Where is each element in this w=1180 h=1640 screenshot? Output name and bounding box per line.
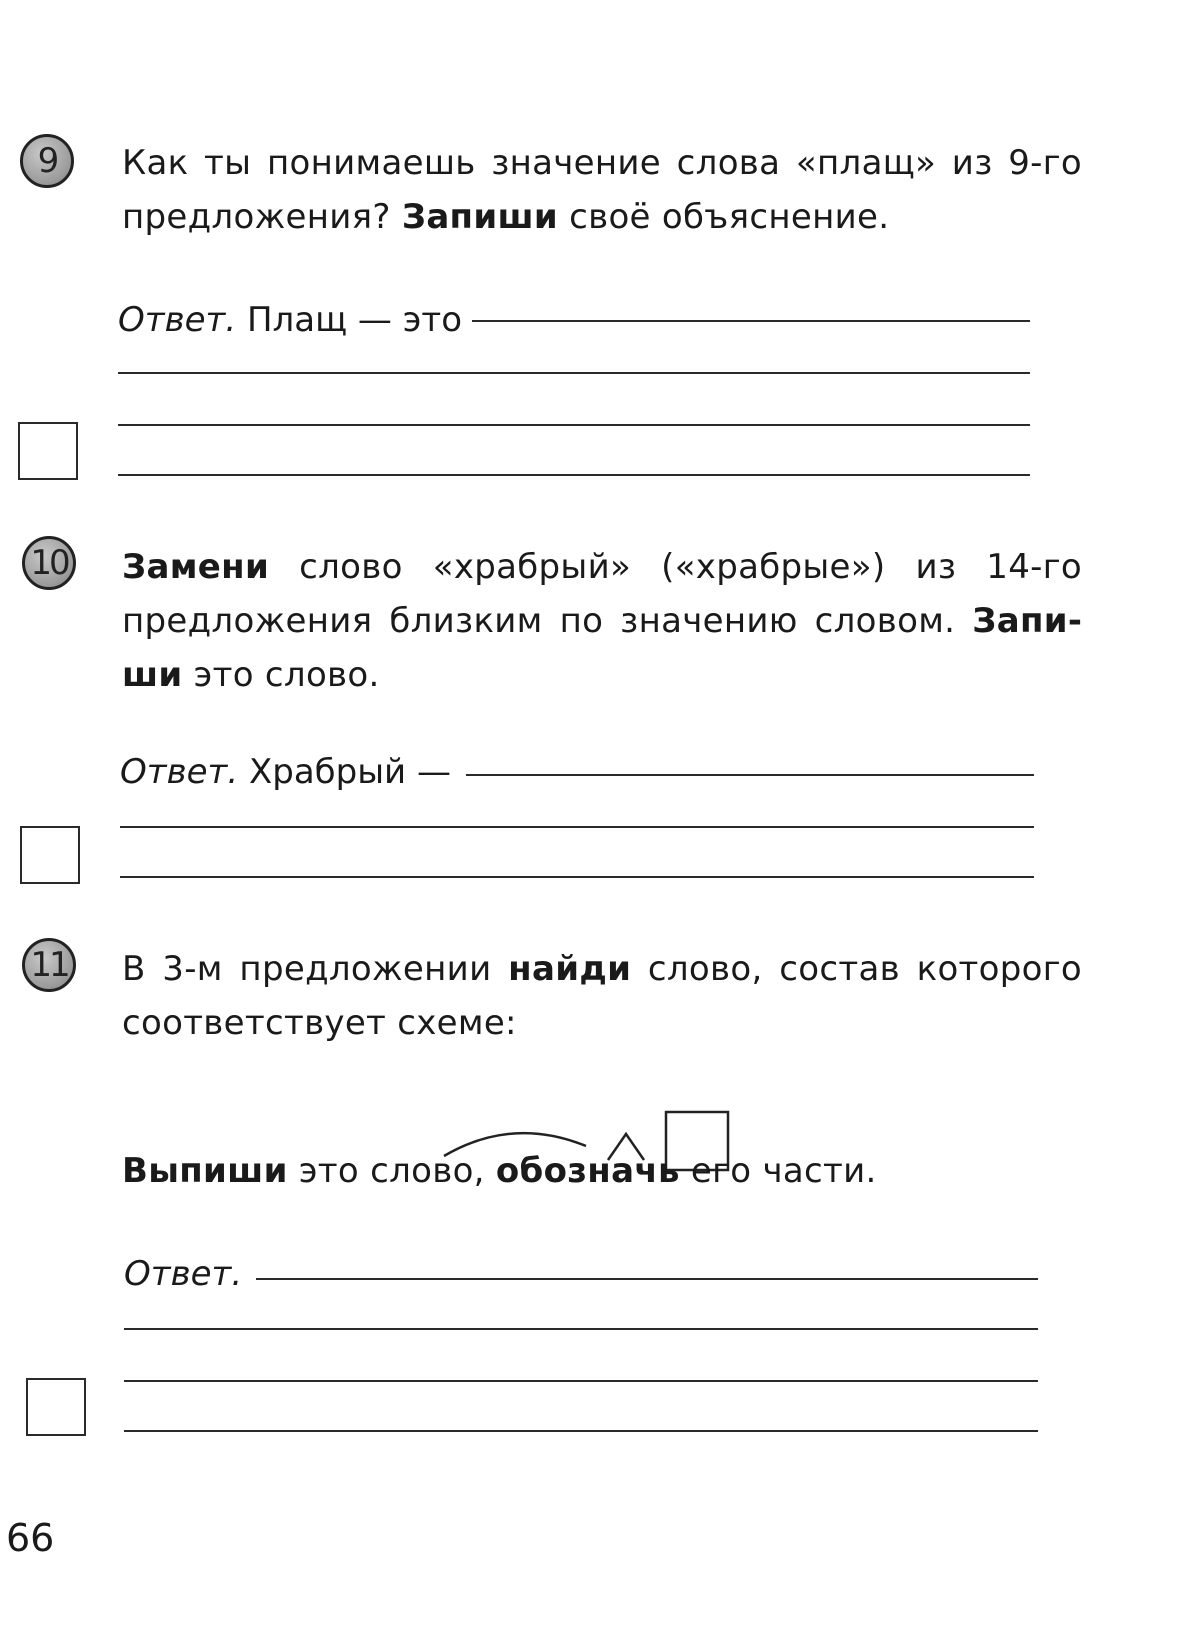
answer-label: Ответ. xyxy=(124,1254,243,1294)
answer-prefix: Плащ — это xyxy=(246,300,462,340)
text-fragment: Как ты понимаешь значение слова «плащ» из 9-го предложения? xyxy=(122,143,1082,237)
text-fragment: слово, состав которого соответствует схеме: xyxy=(122,949,1082,1043)
bold-keyword: Запиши xyxy=(122,601,1082,695)
task-number-badge xyxy=(20,134,74,188)
answer-line[interactable] xyxy=(124,1430,1038,1432)
bold-keyword: Замени xyxy=(122,547,270,587)
bold-keyword: найди xyxy=(508,949,632,989)
answer-line[interactable] xyxy=(118,474,1030,476)
task-number-badge xyxy=(22,938,76,992)
text-fragment: это слово. xyxy=(182,655,380,695)
score-box[interactable] xyxy=(18,422,78,480)
answer-line[interactable] xyxy=(472,320,1030,322)
answer-line[interactable] xyxy=(120,876,1034,878)
score-box[interactable] xyxy=(20,826,80,884)
answer-line[interactable] xyxy=(124,1380,1038,1382)
answer-line[interactable] xyxy=(120,826,1034,828)
task-question xyxy=(122,942,1082,1050)
answer-prefix: Храбрый — xyxy=(248,752,451,792)
task-number: 11 xyxy=(30,945,68,985)
bold-keyword: Запиши xyxy=(401,197,559,237)
text-fragment: это слово, xyxy=(287,1151,496,1191)
task-number-badge xyxy=(22,536,76,590)
task-question xyxy=(122,136,1082,244)
bold-keyword: Выпиши xyxy=(122,1151,288,1191)
answer-label-row xyxy=(124,1254,242,1294)
answer-line[interactable] xyxy=(118,424,1030,426)
task-question xyxy=(122,540,1082,702)
answer-line[interactable] xyxy=(466,774,1034,776)
answer-label-row xyxy=(118,300,462,340)
answer-label-row xyxy=(120,752,451,792)
task-instruction xyxy=(122,1144,1082,1198)
text-fragment: слово «храбрый» («храбрые») из 14-го предложения близким по значению словом. xyxy=(122,547,1082,641)
answer-line[interactable] xyxy=(256,1278,1038,1280)
text-fragment: его части. xyxy=(679,1151,877,1191)
text-fragment: В 3-м предложении xyxy=(122,949,509,989)
task-number: 10 xyxy=(30,543,68,583)
answer-label: Ответ. xyxy=(118,300,237,340)
answer-line[interactable] xyxy=(118,372,1030,374)
bold-keyword: обозначь xyxy=(495,1151,680,1191)
task-number: 9 xyxy=(37,141,57,181)
answer-line[interactable] xyxy=(124,1328,1038,1330)
page-number: 66 xyxy=(6,1516,55,1560)
answer-label: Ответ. xyxy=(120,752,239,792)
score-box[interactable] xyxy=(26,1378,86,1436)
text-fragment: своё объяснение. xyxy=(558,197,890,237)
